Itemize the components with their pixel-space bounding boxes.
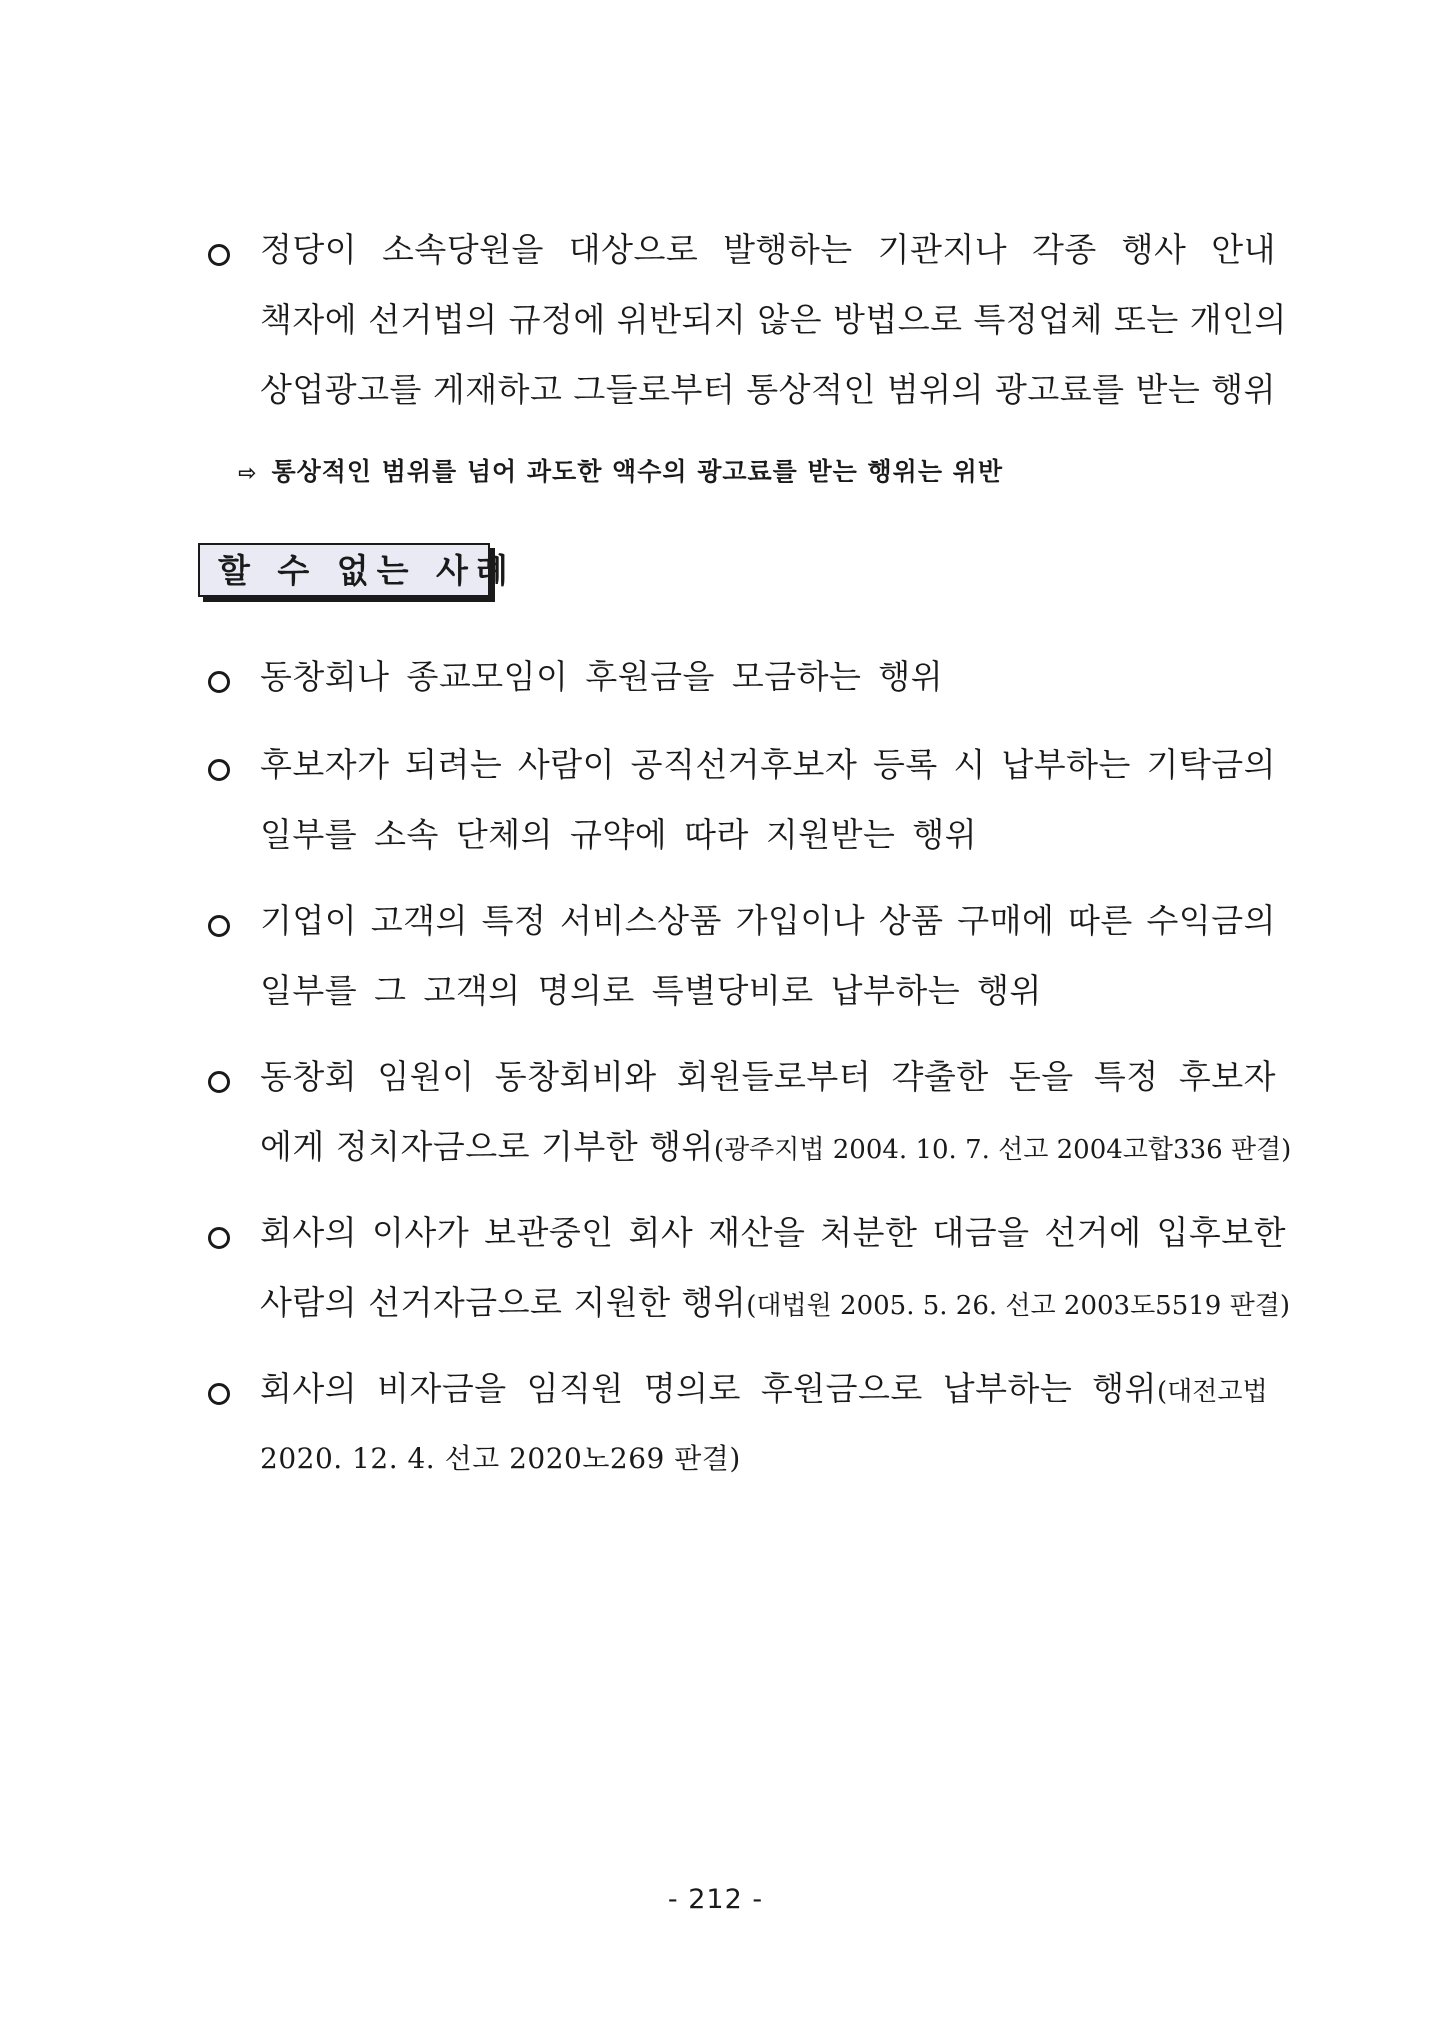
citation: (대전고법	[1157, 1377, 1268, 1407]
item-line: 책자에 선거법의 규정에 위반되지 않은 방법으로 특정업체 또는 개인의	[260, 300, 1287, 339]
circle-bullet-icon	[208, 759, 230, 781]
item-line: 회사의 이사가 보관중인 회사 재산을 처분한 대금을 선거에 입후보한	[260, 1213, 1286, 1252]
circle-bullet-icon	[208, 1071, 230, 1093]
citation: (광주지법 2004. 10. 7. 선고 2004고합336 판결)	[713, 1135, 1292, 1165]
circle-bullet-icon	[208, 915, 230, 937]
item-line-text: 에게 정치자금으로 기부한 행위	[260, 1127, 714, 1166]
circle-bullet-icon	[208, 1227, 230, 1249]
circle-bullet-icon	[208, 671, 230, 693]
note	[238, 456, 1003, 490]
note-text: 통상적인 범위를 넘어 과도한 액수의 광고료를 받는 행위는 위반	[271, 457, 1003, 486]
item-line: 후보자가 되려는 사람이 공직선거후보자 등록 시 납부하는 기탁금의	[260, 745, 1276, 784]
section-heading	[198, 543, 516, 597]
section-title: 할 수 없는 사례	[218, 551, 516, 590]
item-line	[260, 1369, 1276, 1412]
item-line-text: 회사의 비자금을 임직원 명의로 후원금으로 납부하는 행위	[260, 1369, 1158, 1408]
circle-bullet-icon	[208, 244, 230, 266]
item-line: 동창회나 종교모임이 후원금을 모금하는 행위	[260, 657, 944, 696]
item-line: 동창회 임원이 동창회비와 회원들로부터 갹출한 돈을 특정 후보자	[260, 1057, 1276, 1096]
item-line: 일부를 그 고객의 명의로 특별당비로 납부하는 행위	[260, 971, 1042, 1010]
circle-bullet-icon	[208, 1383, 230, 1405]
item-line: 상업광고를 게재하고 그들로부터 통상적인 범위의 광고료를 받는 행위	[260, 370, 1276, 409]
item-line	[260, 1127, 1292, 1170]
item-line: 일부를 소속 단체의 규약에 따라 지원받는 행위	[260, 815, 978, 854]
citation: (대법원 2005. 5. 26. 선고 2003도5519 판결)	[746, 1291, 1290, 1321]
item-line-text: 사람의 선거자금으로 지원한 행위	[260, 1283, 747, 1322]
arrow-right-icon: ⇨	[238, 461, 258, 486]
item-line: 정당이 소속당원을 대상으로 발행하는 기관지나 각종 행사 안내	[260, 230, 1276, 269]
item-line: 기업이 고객의 특정 서비스상품 가입이나 상품 구매에 따른 수익금의	[260, 901, 1276, 940]
item-line	[260, 1283, 1290, 1326]
page-number: - 212 -	[667, 1884, 764, 1915]
item-line: 2020. 12. 4. 선고 2020노269 판결)	[260, 1442, 741, 1475]
